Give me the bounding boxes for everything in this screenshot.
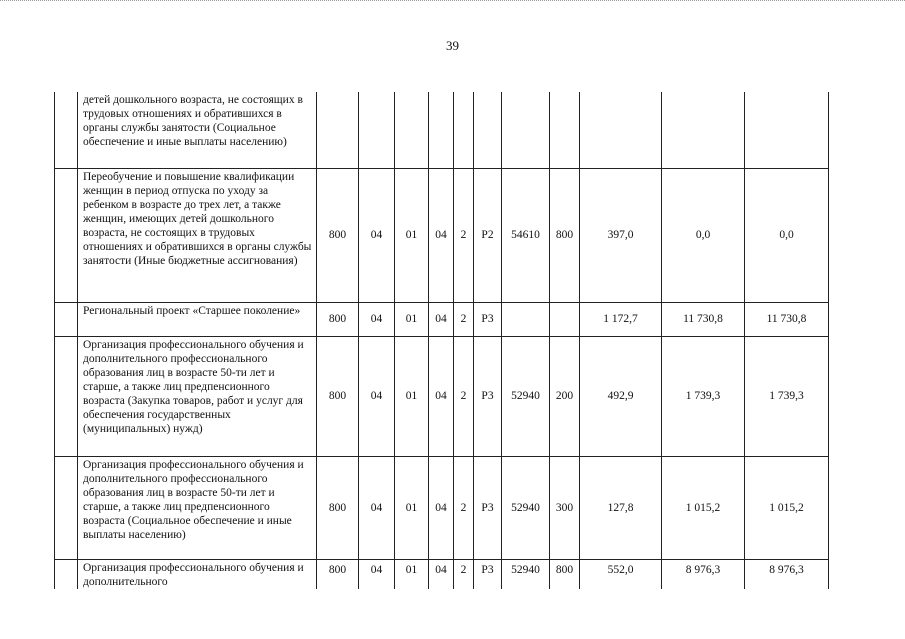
amount-year1-cell <box>580 92 662 168</box>
subprogram-code-cell: 2 <box>454 168 474 302</box>
table-row <box>55 168 829 302</box>
table-row <box>55 559 829 589</box>
amount-year3-cell: 0,0 <box>745 168 829 302</box>
row-index-cell <box>55 456 78 559</box>
subprogram-code-cell: 2 <box>454 336 474 456</box>
project-code-cell: P3 <box>474 456 502 559</box>
scan-top-edge <box>0 0 905 5</box>
program-code-cell: 04 <box>429 336 454 456</box>
subprogram-code-cell: 2 <box>454 302 474 336</box>
direction-code-cell <box>502 302 550 336</box>
project-code-cell: P3 <box>474 302 502 336</box>
admin-code-cell: 800 <box>317 302 359 336</box>
subprogram-code-cell: 2 <box>454 559 474 589</box>
subprogram-code-cell: 2 <box>454 456 474 559</box>
program-code-cell: 04 <box>429 168 454 302</box>
program-code-cell: 04 <box>429 456 454 559</box>
section-code-cell: 04 <box>359 302 395 336</box>
subsection-code-cell: 01 <box>395 168 429 302</box>
item-name-cell: Организация профессионального обучения и дополнительного профессионального образования лиц в возрасте 50-ти лет и старше, а также лиц предпенсионного возраста (Закупка товаров, работ и услуг для обеспечения государственных (муниципальных) нужд) <box>78 336 317 456</box>
admin-code-cell <box>317 92 359 168</box>
subsection-code-cell: 01 <box>395 559 429 589</box>
admin-code-cell: 800 <box>317 336 359 456</box>
amount-year2-cell: 0,0 <box>662 168 745 302</box>
direction-code-cell: 54610 <box>502 168 550 302</box>
row-index-cell <box>55 168 78 302</box>
item-name-cell: Переобучение и повышение квалификации женщин в период отпуска по уходу за ребенком в возрасте до трех лет, а также женщин, имеющих детей дошкольного возраста, не состоящих в трудовых отношениях и обратившихся в органы службы занятости (Иные бюджетные ассигнования) <box>78 168 317 302</box>
project-code-cell <box>474 92 502 168</box>
expense-type-cell: 800 <box>550 168 580 302</box>
project-code-cell: P3 <box>474 559 502 589</box>
expense-type-cell: 200 <box>550 336 580 456</box>
section-code-cell: 04 <box>359 336 395 456</box>
program-code-cell <box>429 92 454 168</box>
row-index-cell <box>55 559 78 589</box>
project-code-cell: P2 <box>474 168 502 302</box>
table-row <box>55 92 829 168</box>
direction-code-cell: 52940 <box>502 559 550 589</box>
project-code-cell: P3 <box>474 336 502 456</box>
section-code-cell: 04 <box>359 559 395 589</box>
subprogram-code-cell <box>454 92 474 168</box>
subsection-code-cell: 01 <box>395 336 429 456</box>
admin-code-cell: 800 <box>317 559 359 589</box>
item-name-cell: Организация профессионального обучения и дополнительного <box>78 559 317 589</box>
row-index-cell <box>55 336 78 456</box>
table-row <box>55 456 829 559</box>
program-code-cell: 04 <box>429 302 454 336</box>
item-name-cell: детей дошкольного возраста, не состоящих в трудовых отношениях и обратившихся в органы службы занятости (Социальное обеспечение и иные выплаты населению) <box>78 92 317 168</box>
section-code-cell: 04 <box>359 456 395 559</box>
amount-year1-cell: 492,9 <box>580 336 662 456</box>
amount-year1-cell: 552,0 <box>580 559 662 589</box>
amount-year1-cell: 397,0 <box>580 168 662 302</box>
table-row <box>55 336 829 456</box>
direction-code-cell: 52940 <box>502 336 550 456</box>
program-code-cell: 04 <box>429 559 454 589</box>
section-code-cell: 04 <box>359 168 395 302</box>
subsection-code-cell: 01 <box>395 456 429 559</box>
expense-type-cell <box>550 302 580 336</box>
amount-year3-cell: 11 730,8 <box>745 302 829 336</box>
item-name-cell: Организация профессионального обучения и дополнительного профессионального образования лиц в возрасте 50-ти лет и старше, а также лиц предпенсионного возраста (Социальное обеспечение и иные выплаты населению) <box>78 456 317 559</box>
amount-year3-cell: 1 739,3 <box>745 336 829 456</box>
subsection-code-cell <box>395 92 429 168</box>
amount-year2-cell: 11 730,8 <box>662 302 745 336</box>
direction-code-cell: 52940 <box>502 456 550 559</box>
item-name-cell: Региональный проект «Старшее поколение» <box>78 302 317 336</box>
row-index-cell <box>55 302 78 336</box>
page-number: 39 <box>446 38 459 53</box>
budget-table <box>54 92 829 589</box>
section-code-cell <box>359 92 395 168</box>
direction-code-cell <box>502 92 550 168</box>
amount-year1-cell: 127,8 <box>580 456 662 559</box>
expense-type-cell: 300 <box>550 456 580 559</box>
expense-type-cell <box>550 92 580 168</box>
amount-year2-cell <box>662 92 745 168</box>
amount-year3-cell: 1 015,2 <box>745 456 829 559</box>
amount-year1-cell: 1 172,7 <box>580 302 662 336</box>
amount-year3-cell: 8 976,3 <box>745 559 829 589</box>
table-row <box>55 302 829 336</box>
amount-year3-cell <box>745 92 829 168</box>
amount-year2-cell: 1 739,3 <box>662 336 745 456</box>
row-index-cell <box>55 92 78 168</box>
admin-code-cell: 800 <box>317 168 359 302</box>
amount-year2-cell: 8 976,3 <box>662 559 745 589</box>
admin-code-cell: 800 <box>317 456 359 559</box>
expense-type-cell: 800 <box>550 559 580 589</box>
amount-year2-cell: 1 015,2 <box>662 456 745 559</box>
subsection-code-cell: 01 <box>395 302 429 336</box>
